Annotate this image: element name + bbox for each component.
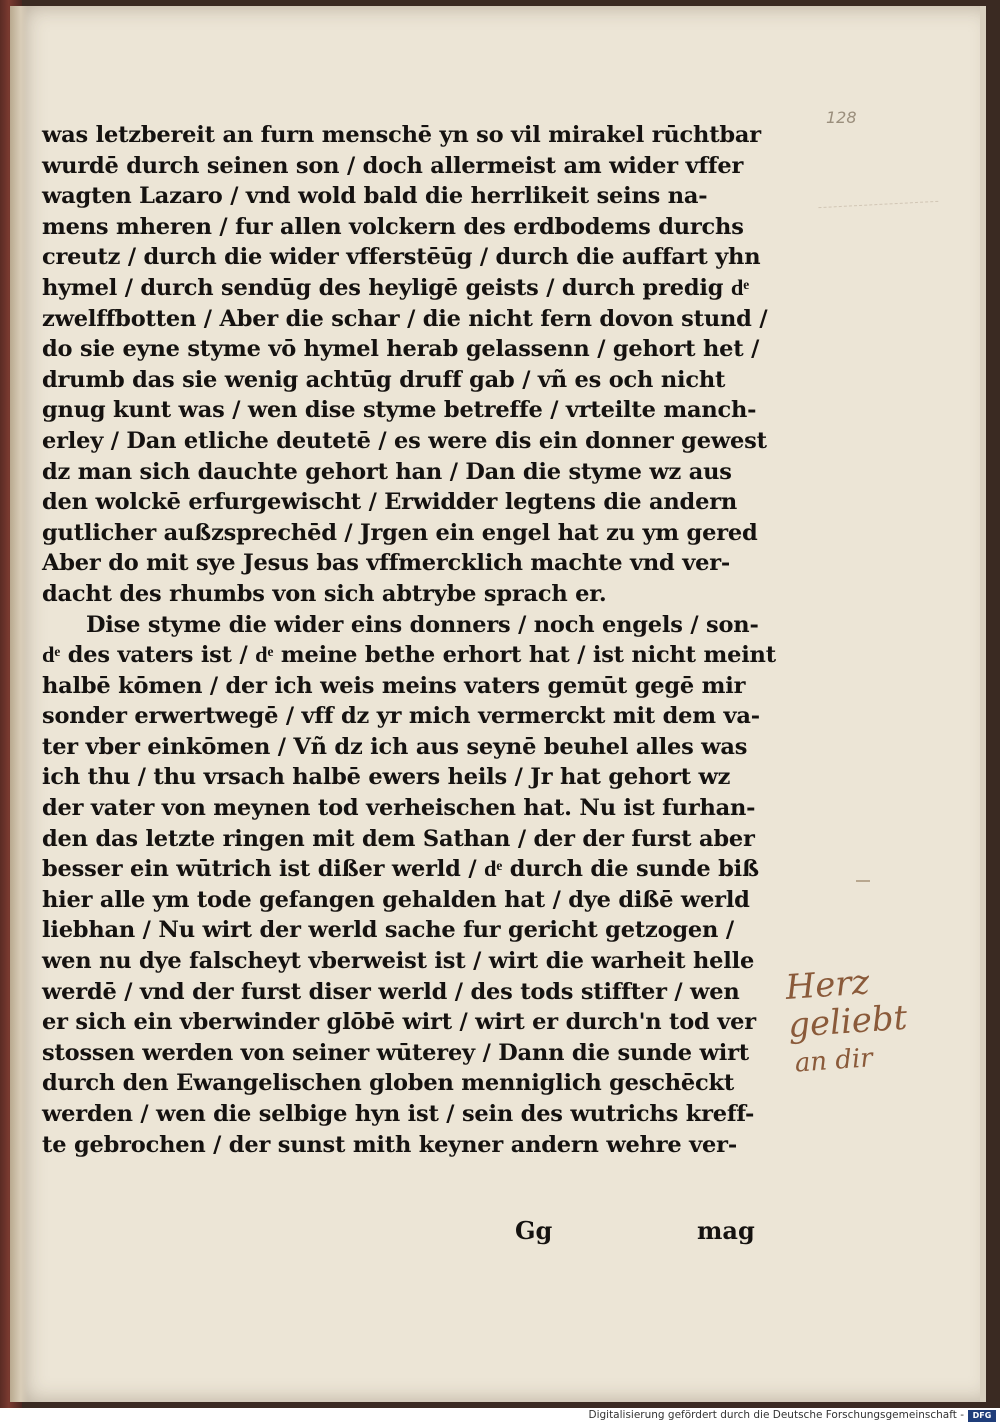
text-line: zwelffbotten / Aber die schar / die nicht fern dovon stund / <box>42 305 768 332</box>
text-line: ter vber einkōmen / Vñ dz ich aus seynē beuhel alles was <box>42 733 748 760</box>
margin-note-line: Herz geliebt <box>784 962 909 1046</box>
text-line: werdē / vnd der furst diser werld / des tods stiffter / wen <box>42 978 740 1005</box>
text-line: ich thu / thu vrsach halbē ewers heils / Jr hat gehort wz <box>42 764 731 791</box>
text-line: mens mheren / fur allen volckern des erdbodems durchs <box>42 213 744 240</box>
text-line: sonder erwertwegē / vff dz yr mich vermerckt mit dem va- <box>42 703 760 730</box>
text-line: werden / wen die selbige hyn ist / sein des wutrichs kreff- <box>42 1101 755 1127</box>
text-line: der vater von meynen tod verheischen hat. Nu ist furhan- <box>42 795 756 822</box>
text-line: wagten Lazaro / vnd wold bald die herrlikeit seins na- <box>42 183 708 210</box>
text-line: gnug kunt was / wen dise styme betreffe / vrteilte manch- <box>42 397 757 424</box>
margin-note-line: an dir <box>793 1043 874 1079</box>
text-line: dz man sich dauchte gehort han / Dan die styme wz aus <box>42 458 732 485</box>
text-line: dͤ des vaters ist / dͤ meine bethe erhort hat / ist nicht meint <box>42 642 776 669</box>
text-line: den das letzte ringen mit dem Sathan / der der furst aber <box>42 825 755 852</box>
dfg-logo: DFG <box>968 1410 996 1422</box>
margin-dash-mark <box>856 880 870 882</box>
text-line: do sie eyne styme vō hymel herab gelassenn / gehort het / <box>42 336 760 363</box>
text-line: erley / Dan etliche deutetē / es were dis ein donner gewest <box>42 427 767 454</box>
text-line: hier alle ym tode gefangen gehalden hat / dye dißē werld <box>42 886 750 913</box>
folio-number: 128 <box>826 108 857 127</box>
text-line: was letzbereit an furn menschē yn so vil mirakel rūchtbar <box>42 122 761 148</box>
page-gutter-shadow <box>10 6 28 1402</box>
text-line: stossen werden von seiner wūterey / Dann die sunde wirt <box>42 1039 749 1066</box>
signature-mark: Gg <box>515 1216 553 1245</box>
text-line: liebhan / Nu wirt der werld sache fur gericht getzogen / <box>42 917 734 944</box>
text-line: besser ein wūtrich ist dißer werld / dͤ durch die sunde biß <box>42 856 759 883</box>
text-line: wen nu dye falscheyt vberweist ist / wirt die warheit helle <box>42 948 755 975</box>
text-block <box>42 120 802 1160</box>
text-line: er sich ein vberwinder glōbē wirt / wirt er durch'n tod ver <box>42 1009 756 1036</box>
text-line: gutlicher außzsprechēd / Jrgen ein engel hat zu ym gered <box>42 519 758 546</box>
catchword: mag <box>697 1216 755 1245</box>
text-line: te gebrochen / der sunst mith keyner andern wehre ver- <box>42 1131 737 1158</box>
text-line: dacht des rhumbs von sich abtrybe sprach er. <box>42 580 607 607</box>
text-line: hymel / durch sendūg des heyligē geists / durch predig dͤ <box>42 274 750 301</box>
text-line: drumb das sie wenig achtūg druff gab / vñ es och nicht <box>42 366 726 393</box>
text-line: Aber do mit sye Jesus bas vffmercklich machte vnd ver- <box>42 550 730 577</box>
handwritten-margin-note <box>784 955 991 1083</box>
funding-credit: Digitalisierung gefördert durch die Deutsche Forschungsgemeinschaft - <box>588 1409 964 1421</box>
text-line-paragraph-start: Dise styme die wider eins donners / noch engels / son- <box>86 611 759 638</box>
text-line: creutz / durch die wider vfferstēūg / durch die auffart yhn <box>42 244 761 271</box>
text-line: halbē kōmen / der ich weis meins vaters gemūt gegē mir <box>42 672 746 699</box>
text-line: durch den Ewangelischen globen menniglich geschēckt <box>42 1070 735 1097</box>
text-line: den wolckē erfurgewischt / Erwidder legtens die andern <box>42 489 738 516</box>
text-line: wurdē durch seinen son / doch allermeist am wider vffer <box>42 152 744 179</box>
